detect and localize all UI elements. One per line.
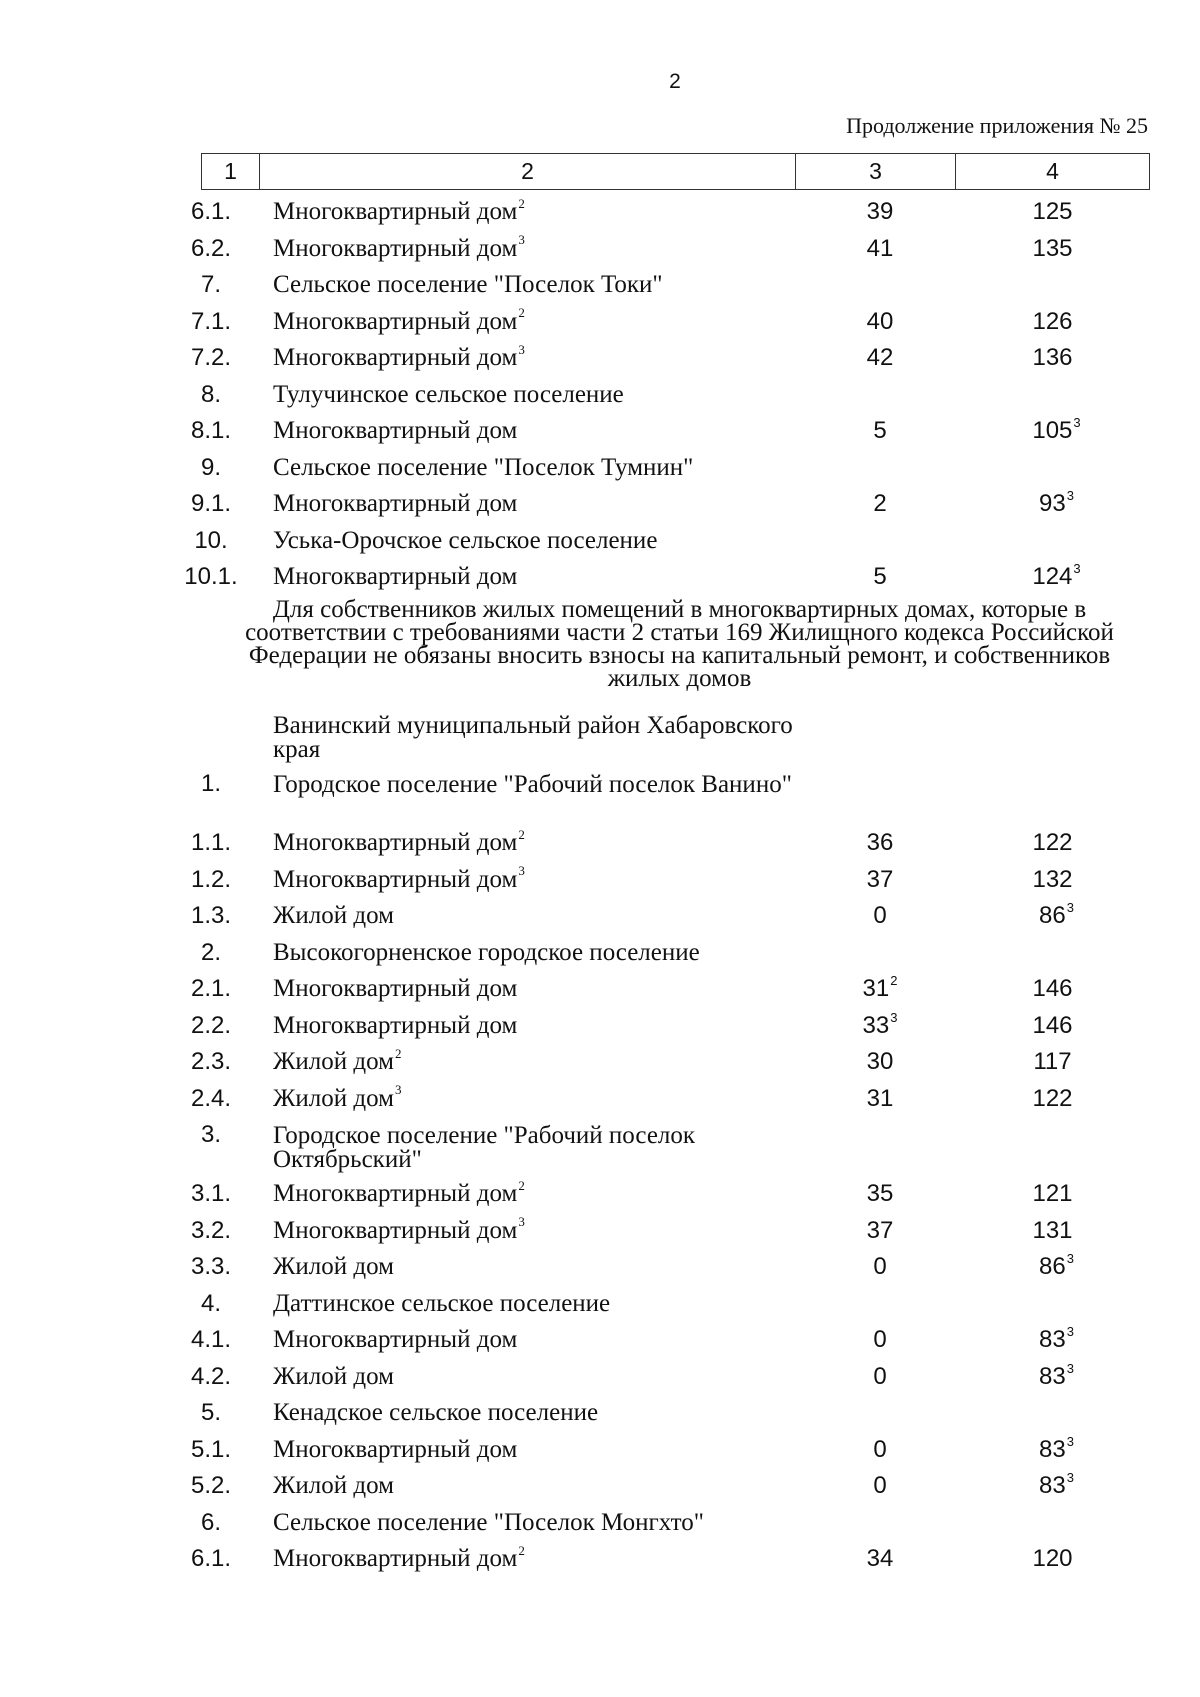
row-name-text: Многоквартирный дом — [273, 1435, 518, 1463]
row-name — [273, 305, 793, 339]
row-name-text: Многоквартирный дом — [273, 1216, 518, 1244]
row-number: 8. — [200, 380, 221, 408]
value-col4 — [1000, 487, 1109, 521]
footnote-mark: 3 — [518, 232, 525, 248]
table-body-bottom — [0, 708, 1200, 1579]
row-name — [273, 1009, 793, 1043]
value-col4-text: 125 — [1032, 198, 1073, 225]
value-col4-text: 105 — [1032, 417, 1073, 444]
value-col4 — [1000, 195, 1105, 229]
column-header-4: 4 — [956, 154, 1150, 190]
value-col3-text: 0 — [873, 1362, 887, 1390]
value-col4 — [1000, 1177, 1105, 1211]
row-name — [273, 1323, 793, 1357]
row-name-text: Многоквартирный дом — [273, 307, 518, 335]
value-col4 — [1000, 1469, 1109, 1503]
value-col3-text: 41 — [866, 234, 894, 262]
table-row — [0, 305, 1200, 342]
table-row — [0, 1082, 1200, 1119]
row-name — [273, 767, 793, 797]
row-name — [273, 414, 793, 448]
value-col4-text: 124 — [1032, 563, 1073, 590]
table-row — [0, 863, 1200, 900]
value-col4 — [1000, 1214, 1105, 1248]
row-name-text: Жилой дом — [273, 1362, 394, 1390]
row-name-text: Сельское поселение "Поселок Токи" — [273, 271, 663, 298]
row-name — [273, 936, 793, 970]
table-row — [0, 972, 1200, 1009]
value-col3-text: 5 — [873, 417, 887, 444]
table-row — [0, 1433, 1200, 1470]
table-row — [0, 1009, 1200, 1046]
value-col3 — [830, 1323, 930, 1357]
footnote-mark: 2 — [394, 1045, 402, 1061]
value-col3 — [830, 487, 930, 521]
value-col4-text: 121 — [1032, 1180, 1073, 1207]
row-number: 1.2. — [190, 865, 232, 893]
row-name-text: Многоквартирный дом — [273, 490, 518, 517]
row-name-text: Тулучинское сельское поселение — [273, 380, 624, 408]
row-number: 2.2. — [190, 1011, 232, 1039]
value-col3 — [830, 1009, 930, 1043]
value-col3-text: 30 — [866, 1048, 894, 1075]
value-col4-text: 136 — [1032, 344, 1073, 371]
row-number: 8.1. — [190, 417, 232, 444]
row-name — [273, 1433, 793, 1467]
row-number: 2.4. — [190, 1084, 232, 1112]
row-name — [273, 826, 793, 860]
row-name-text: Многоквартирный дом — [273, 234, 518, 262]
value-col4 — [1000, 414, 1109, 448]
table-row — [0, 1045, 1200, 1082]
footnote-mark: 3 — [518, 863, 525, 879]
value-col3-text: 37 — [866, 865, 894, 893]
footnote-mark: 3 — [1073, 415, 1081, 430]
row-name — [273, 1082, 793, 1116]
row-name — [273, 1506, 793, 1540]
row-name — [273, 524, 793, 558]
value-col3 — [830, 341, 930, 375]
footnote-mark: 3 — [1073, 561, 1081, 576]
value-col3-text: 0 — [873, 1326, 887, 1353]
table-row — [0, 341, 1200, 378]
row-name — [273, 863, 793, 897]
footnote-mark: 2 — [890, 973, 898, 988]
value-col3 — [830, 1177, 930, 1211]
row-name — [273, 268, 793, 302]
row-number: 5. — [200, 1399, 221, 1426]
footnote-mark: 2 — [518, 1542, 525, 1558]
value-col3 — [830, 1433, 930, 1467]
value-col4 — [1000, 1360, 1109, 1394]
table-row — [0, 1250, 1200, 1287]
table-row — [0, 1360, 1200, 1397]
row-name — [273, 1542, 793, 1576]
value-col4 — [1000, 826, 1105, 860]
row-name-text: Многоквартирный дом — [273, 865, 518, 893]
table-row — [0, 1214, 1200, 1251]
row-number: 6.1. — [190, 1545, 232, 1572]
table-row — [0, 1396, 1200, 1433]
value-col4-text: 135 — [1032, 234, 1073, 262]
footnote-mark: 2 — [518, 195, 525, 211]
row-name-text: Многоквартирный дом — [273, 1011, 518, 1039]
value-col4 — [1000, 1045, 1105, 1079]
value-col4-text: 146 — [1032, 1011, 1073, 1039]
footnote-mark: 3 — [890, 1009, 898, 1025]
row-name-text: Даттинское сельское поселение — [273, 1289, 611, 1317]
table-row — [0, 451, 1200, 488]
row-name-text: Городское поселение "Рабочий поселок Октябрьский" — [273, 1122, 696, 1173]
footnote-mark: 3 — [518, 341, 525, 357]
value-col4-text: 83 — [1039, 1362, 1066, 1390]
row-name-text: Многоквартирный дом — [273, 563, 518, 590]
value-col4-text: 93 — [1039, 490, 1066, 517]
table-row — [0, 560, 1200, 597]
footnote-mark: 3 — [1066, 1470, 1074, 1485]
value-col3-text: 37 — [866, 1216, 894, 1244]
value-col4-text: 132 — [1032, 865, 1073, 893]
section-note: Для собственников жилых помещений в многоквартирных домах, которые в соответствии с требованиями части 2 статьи 169 Жилищного кодекса Российской Федерации не обязаны вносить взносы на капитальный ремонт, и собственников жилых домов — [245, 596, 1114, 692]
row-name — [273, 560, 793, 594]
table-row — [0, 826, 1200, 863]
value-col3 — [830, 560, 930, 594]
table-row — [0, 195, 1200, 232]
value-col3-text: 5 — [873, 563, 887, 590]
table-row — [0, 487, 1200, 524]
value-col3 — [830, 1082, 930, 1116]
row-number: 6.2. — [190, 234, 232, 262]
table-row — [0, 1542, 1200, 1579]
value-col4 — [1000, 863, 1105, 897]
value-col4-text: 83 — [1039, 1435, 1066, 1463]
table-row — [0, 1469, 1200, 1506]
row-name-text: Сельское поселение "Поселок Монгхто" — [273, 1508, 704, 1536]
value-col4 — [1000, 1542, 1105, 1576]
table-row — [0, 708, 1200, 767]
footnote-mark: 3 — [1066, 1324, 1074, 1339]
row-name-text: Городское поселение "Рабочий поселок Ванино" — [273, 771, 792, 798]
row-name-text: Многоквартирный дом — [273, 1326, 518, 1353]
value-col3-text: 0 — [873, 1435, 887, 1463]
value-col3-text: 33 — [862, 1011, 890, 1039]
table-row — [0, 524, 1200, 561]
row-number: 3.2. — [190, 1216, 232, 1244]
row-number: 7. — [200, 271, 221, 298]
row-name — [273, 487, 793, 521]
value-col4 — [1000, 341, 1105, 375]
footnote-mark: 3 — [1066, 1360, 1074, 1376]
table-row — [0, 1118, 1200, 1177]
footnote-mark: 3 — [1066, 1251, 1074, 1266]
row-name — [273, 1287, 793, 1321]
appendix-label: Продолжение приложения № 25 — [846, 113, 1148, 138]
footnote-mark: 3 — [1066, 1433, 1074, 1449]
row-name-text: Многоквартирный дом — [273, 417, 518, 444]
table-row — [0, 268, 1200, 305]
row-number: 9.1. — [190, 490, 232, 517]
table-row — [0, 232, 1200, 269]
row-name — [273, 1118, 793, 1172]
value-col3-text: 34 — [866, 1545, 894, 1572]
value-col3-text: 0 — [873, 902, 887, 929]
row-number: 4.1. — [190, 1326, 232, 1353]
table-body-top — [0, 195, 1200, 597]
row-name-text: Многоквартирный дом — [273, 975, 518, 1002]
value-col3-text: 2 — [873, 490, 887, 517]
column-header-row — [202, 154, 1150, 190]
table-row — [0, 1177, 1200, 1214]
row-name — [273, 195, 793, 229]
row-number: 1.3. — [190, 902, 232, 929]
row-number: 9. — [200, 453, 221, 481]
value-col3 — [830, 1045, 930, 1079]
row-number: 3.3. — [190, 1253, 232, 1280]
row-number: 2.3. — [190, 1048, 232, 1075]
row-name-text: Сельское поселение "Поселок Тумнин" — [273, 453, 694, 481]
row-name-text: Многоквартирный дом — [273, 829, 518, 856]
value-col3 — [830, 195, 930, 229]
value-col4-text: 83 — [1039, 1326, 1066, 1353]
row-number: 1.1. — [190, 829, 232, 856]
row-name-text: Многоквартирный дом — [273, 1545, 518, 1572]
value-col3-text: 35 — [866, 1180, 894, 1207]
value-col3-text: 42 — [866, 344, 894, 371]
value-col3 — [830, 1360, 930, 1394]
value-col3 — [830, 899, 930, 933]
column-header-3: 3 — [796, 154, 956, 190]
value-col3 — [830, 863, 930, 897]
value-col3-text: 0 — [873, 1472, 887, 1499]
row-name — [273, 1396, 793, 1430]
value-col3-text: 0 — [873, 1253, 887, 1280]
table-row — [0, 1323, 1200, 1360]
row-number: 2. — [200, 938, 221, 966]
row-name — [273, 341, 793, 375]
row-name-text: Многоквартирный дом — [273, 1180, 518, 1207]
row-name-text: Жилой дом — [273, 902, 394, 929]
column-header-1: 1 — [202, 154, 260, 190]
row-number: 10.1. — [184, 563, 238, 590]
row-number: 4. — [200, 1289, 221, 1317]
row-name-text: Жилой дом — [273, 1084, 394, 1112]
footnote-mark: 3 — [1066, 488, 1074, 503]
row-name — [273, 378, 793, 412]
value-col3 — [830, 1469, 930, 1503]
column-header-2: 2 — [260, 154, 796, 190]
value-col4 — [1000, 560, 1109, 594]
row-name — [273, 451, 793, 485]
row-number: 10. — [194, 526, 228, 554]
row-number: 1. — [200, 770, 221, 797]
row-number: 6. — [200, 1508, 221, 1536]
value-col3 — [830, 1250, 930, 1284]
table-row — [0, 936, 1200, 973]
row-number: 4.2. — [190, 1362, 232, 1390]
value-col4 — [1000, 1433, 1109, 1467]
row-name — [273, 1469, 793, 1503]
value-col4-text: 131 — [1032, 1216, 1073, 1244]
column-header-table — [201, 153, 1150, 190]
value-col4-text: 146 — [1032, 975, 1073, 1002]
value-col4 — [1000, 305, 1105, 339]
value-col4-text: 122 — [1032, 829, 1073, 856]
value-col4-text: 126 — [1032, 307, 1073, 335]
value-col4 — [1000, 1323, 1109, 1357]
row-name — [273, 1250, 793, 1284]
row-name — [273, 1360, 793, 1394]
row-name-text: Уська-Орочское сельское поселение — [273, 526, 658, 554]
value-col4-text: 86 — [1039, 902, 1066, 929]
row-name-text: Высокогорненское городское поселение — [273, 938, 700, 966]
row-number: 2.1. — [190, 975, 232, 1002]
row-number: 6.1. — [190, 198, 232, 225]
row-name-text: Жилой дом — [273, 1472, 394, 1499]
row-name — [273, 708, 793, 762]
row-name — [273, 899, 793, 933]
value-col4 — [1000, 972, 1105, 1006]
value-col4 — [1000, 1250, 1109, 1284]
value-col3 — [830, 232, 930, 266]
row-name-text: Многоквартирный дом — [273, 198, 518, 225]
value-col4-text: 120 — [1032, 1545, 1073, 1572]
value-col3 — [830, 305, 930, 339]
value-col3 — [830, 972, 930, 1006]
row-name — [273, 1214, 793, 1248]
row-number: 7.2. — [190, 344, 232, 371]
row-number: 3.1. — [190, 1180, 232, 1207]
row-number: 7.1. — [190, 307, 232, 335]
table-row — [0, 1506, 1200, 1543]
row-number: 3. — [200, 1121, 221, 1148]
footnote-mark: 2 — [518, 305, 525, 321]
value-col4 — [1000, 1082, 1105, 1116]
row-number: 5.2. — [190, 1472, 232, 1499]
row-name-text: Жилой дом — [273, 1253, 394, 1280]
value-col4-text: 83 — [1039, 1472, 1066, 1499]
value-col3-text: 31 — [866, 1084, 894, 1112]
value-col3-text: 36 — [866, 829, 894, 856]
table-row — [0, 378, 1200, 415]
table-row — [0, 414, 1200, 451]
value-col4 — [1000, 1009, 1105, 1043]
row-number: 5.1. — [190, 1435, 232, 1463]
value-col3 — [830, 1542, 930, 1576]
value-col4-text: 86 — [1039, 1253, 1066, 1280]
footnote-mark: 3 — [518, 1214, 525, 1230]
row-name — [273, 232, 793, 266]
value-col3-text: 40 — [866, 307, 894, 335]
row-name-text: Ванинский муниципальный район Хабаровского края — [273, 712, 793, 763]
row-name-text: Многоквартирный дом — [273, 344, 518, 371]
row-name — [273, 1177, 793, 1211]
value-col3 — [830, 1214, 930, 1248]
row-name-text: Жилой дом — [273, 1048, 394, 1075]
value-col4 — [1000, 899, 1109, 933]
table-row — [0, 767, 1200, 826]
row-name — [273, 1045, 793, 1079]
table-row — [0, 1287, 1200, 1324]
footnote-mark: 3 — [1066, 900, 1074, 915]
footnote-mark: 3 — [394, 1082, 402, 1098]
value-col3-text: 31 — [862, 975, 890, 1002]
footnote-mark: 2 — [518, 1177, 525, 1193]
value-col4-text: 122 — [1032, 1084, 1073, 1112]
value-col3 — [830, 414, 930, 448]
table-row — [0, 899, 1200, 936]
page-number: 2 — [669, 70, 681, 93]
value-col3 — [830, 826, 930, 860]
value-col4 — [1000, 232, 1105, 266]
value-col3-text: 39 — [866, 198, 894, 225]
row-name-text: Кенадское сельское поселение — [273, 1399, 599, 1426]
row-name — [273, 972, 793, 1006]
footnote-mark: 2 — [518, 826, 525, 842]
value-col4-text: 117 — [1033, 1048, 1072, 1075]
